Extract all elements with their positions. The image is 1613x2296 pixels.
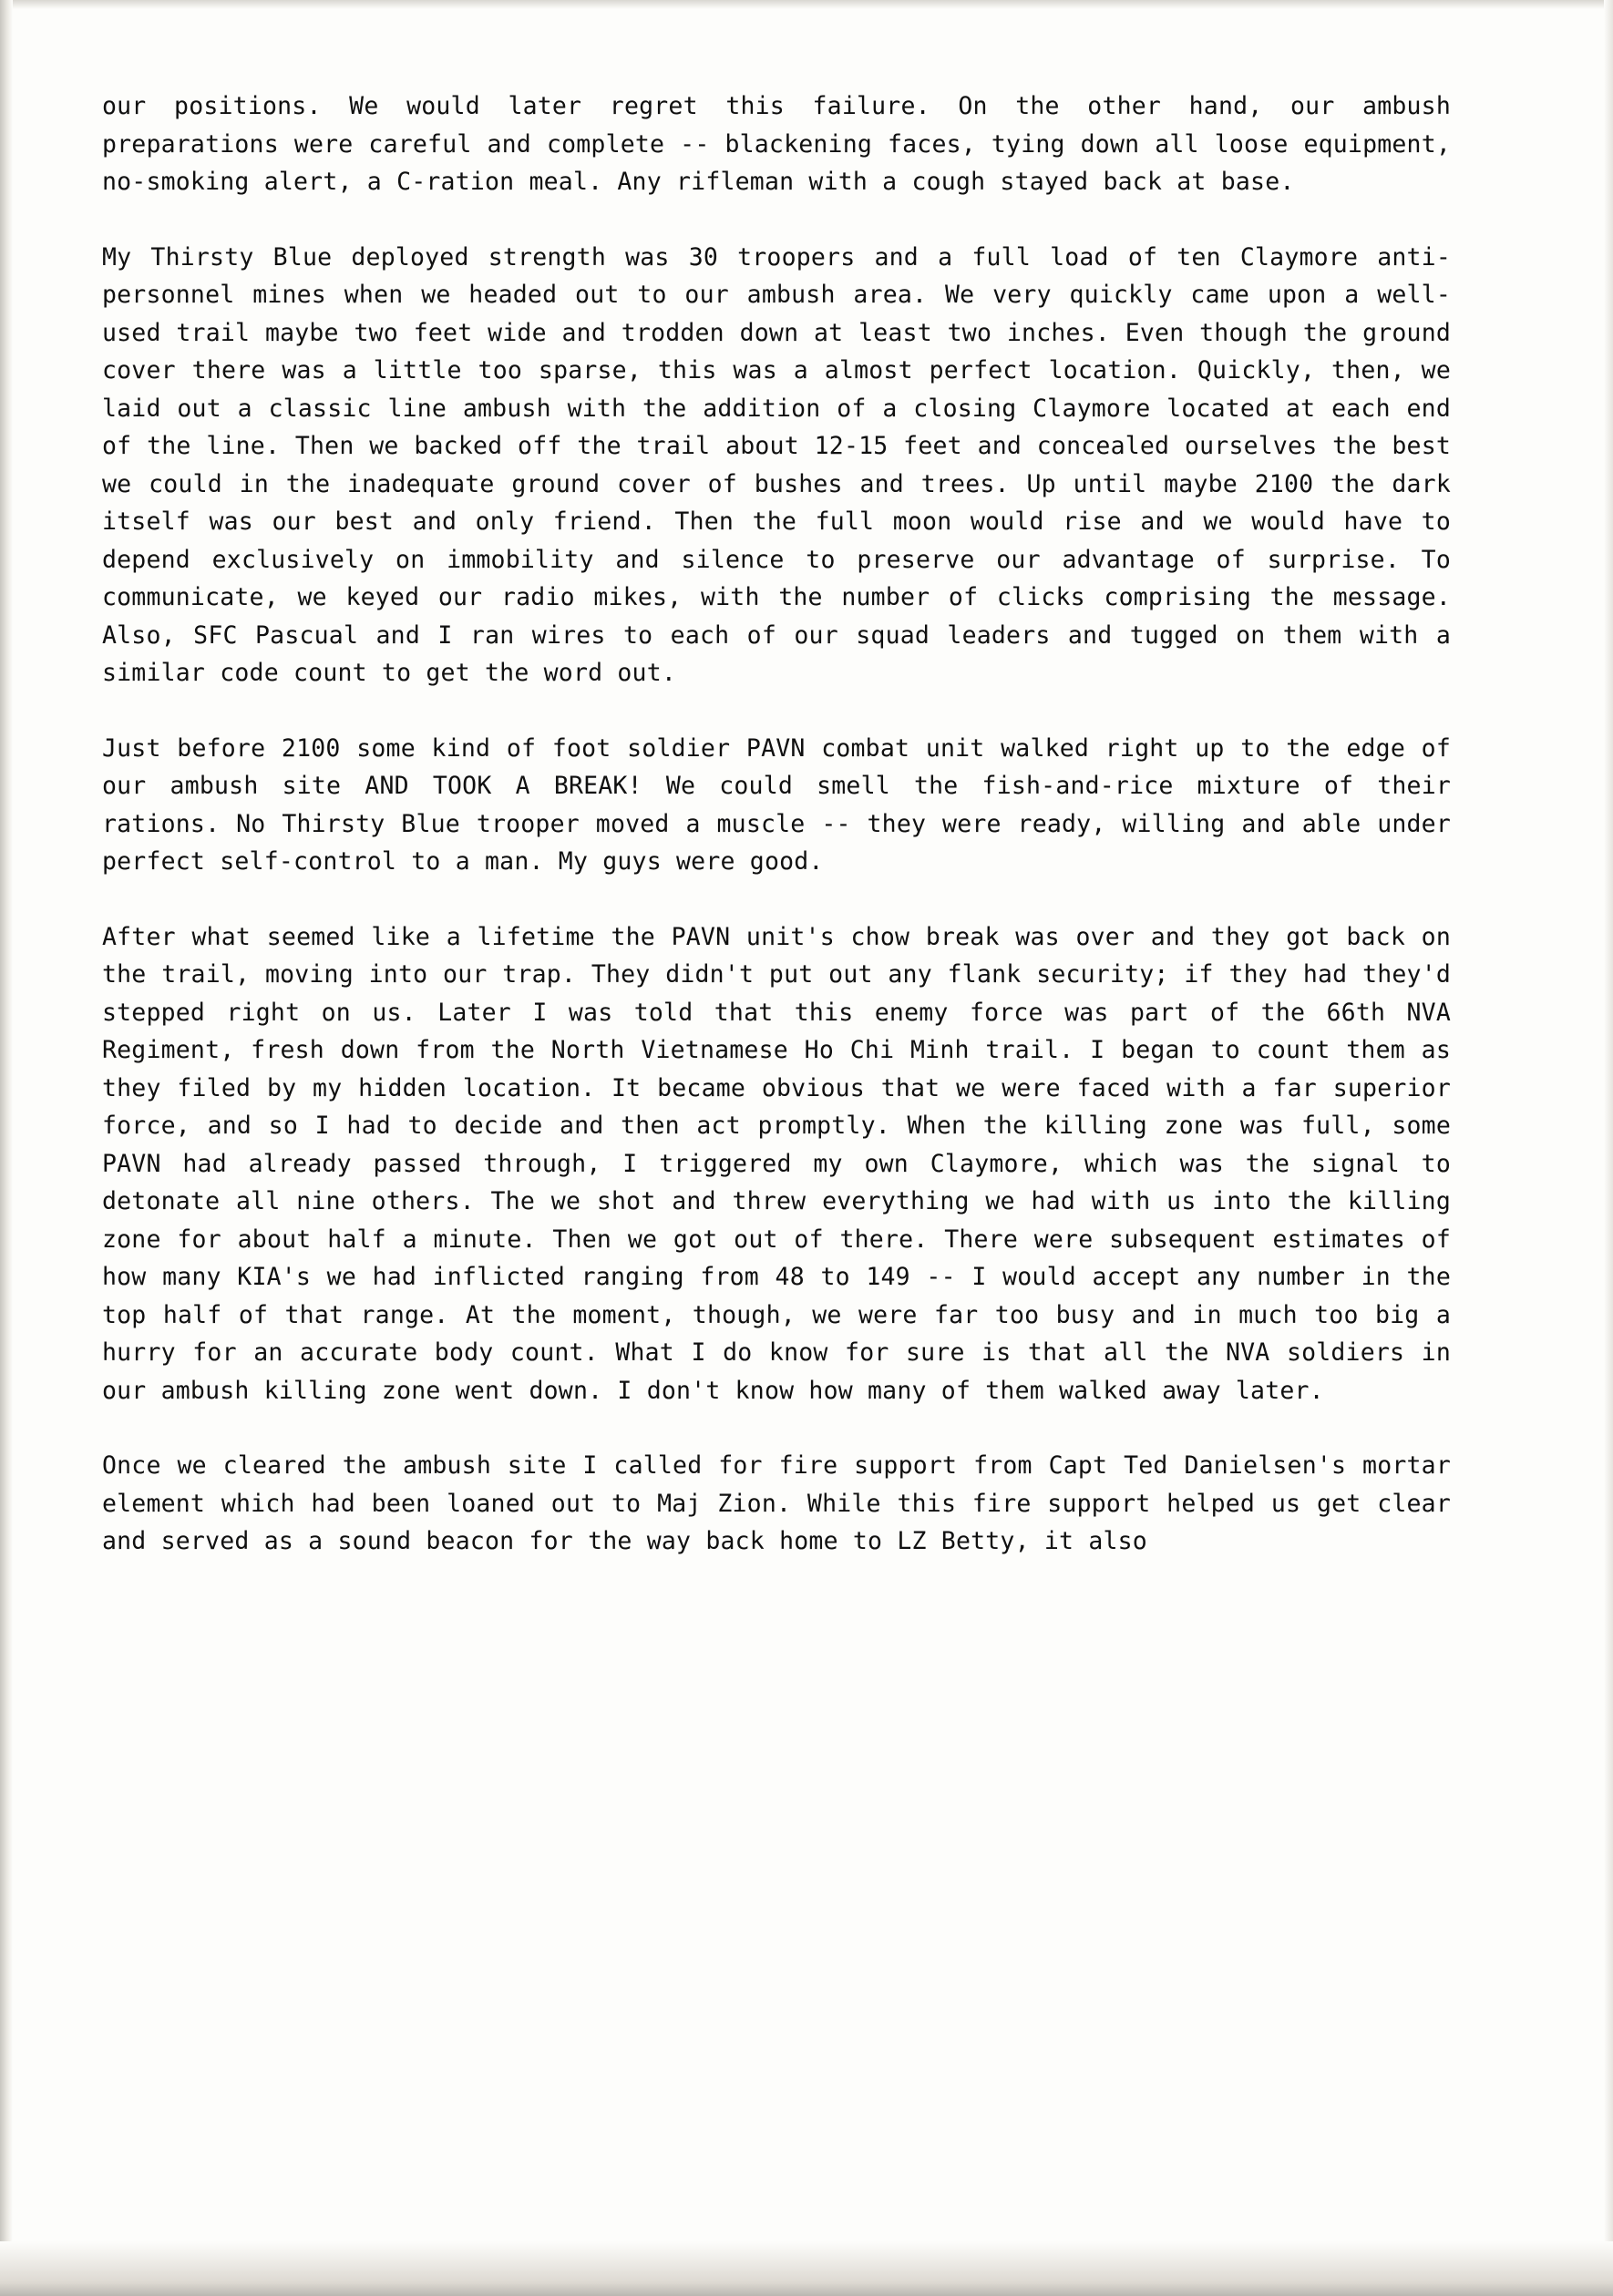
scan-edge-bottom	[0, 2241, 1613, 2296]
scan-edge-top	[0, 0, 1613, 9]
scan-edge-left	[0, 0, 13, 2296]
paragraph: our positions. We would later regret this failure. On the other hand, our ambush preparations were careful and complete -- blackening faces, tying down all loose equipment, no-smoking alert, a C-ration meal. Any rifleman with a cough stayed back at base.	[102, 92, 1451, 196]
scan-edge-right	[1604, 0, 1613, 2296]
paragraph: Just before 2100 some kind of foot soldier PAVN combat unit walked right up to the edge of our ambush site AND TOOK A BREAK! We could smell the fish-and-rice mixture of their rations. No Thirsty Blue trooper moved a muscle -- they were ready, willing and able under perfect self-control to a man. My guys were good.	[102, 733, 1451, 876]
paragraph: After what seemed like a lifetime the PAVN unit's chow break was over and they got back on the trail, moving into our trap. They didn't put out any flank security; if they had they'd stepped right on us. Later I was told that this enemy force was part of the 66th NVA Regiment, fresh down from the North Vietnamese Ho Chi Minh trail. I began to count them as they filed by my hidden location. It became obvious that we were faced with a far superior force, and so I had to decide and then act promptly. When the killing zone was full, some PAVN had already passed through, I triggered my own Claymore, which was the signal to detonate all nine others. The we shot and threw everything we had with us into the killing zone for about half a minute. Then we got out of there. There were subsequent estimates of how many KIA's we had inflicted ranging from 48 to 149 -- I would accept any number in the top half of that range. At the moment, though, we were far too busy and in much too big a hurry for an accurate body count. What I do know for sure is that all the NVA soldiers in our ambush killing zone went down. I don't know how many of them walked away later.	[102, 922, 1451, 1405]
page-text-body	[102, 87, 1451, 1561]
paragraph: Once we cleared the ambush site I called for fire support from Capt Ted Danielsen's mortar element which had been loaned out to Maj Zion. While this fire support helped us get clear and served as a sound beacon for the way back home to LZ Betty, it also	[102, 1451, 1451, 1555]
paragraph: My Thirsty Blue deployed strength was 30 troopers and a full load of ten Claymore anti-personnel mines when we headed out to our ambush area. We very quickly came upon a well-used trail maybe two feet wide and trodden down at least two inches. Even though the ground cover there was a little too sparse, this was a almost perfect location. Quickly, then, we laid out a classic line ambush with the addition of a closing Claymore located at each end of the line. Then we backed off the trail about 12-15 feet and concealed ourselves the best we could in the inadequate ground cover of bushes and trees. Up until maybe 2100 the dark itself was our best and only friend. Then the full moon would rise and we would have to depend exclusively on immobility and silence to preserve our advantage of surprise. To communicate, we keyed our radio mikes, with the number of clicks comprising the message. Also, SFC Pascual and I ran wires to each of our squad leaders and tugged on them with a similar code count to get the word out.	[102, 242, 1451, 687]
